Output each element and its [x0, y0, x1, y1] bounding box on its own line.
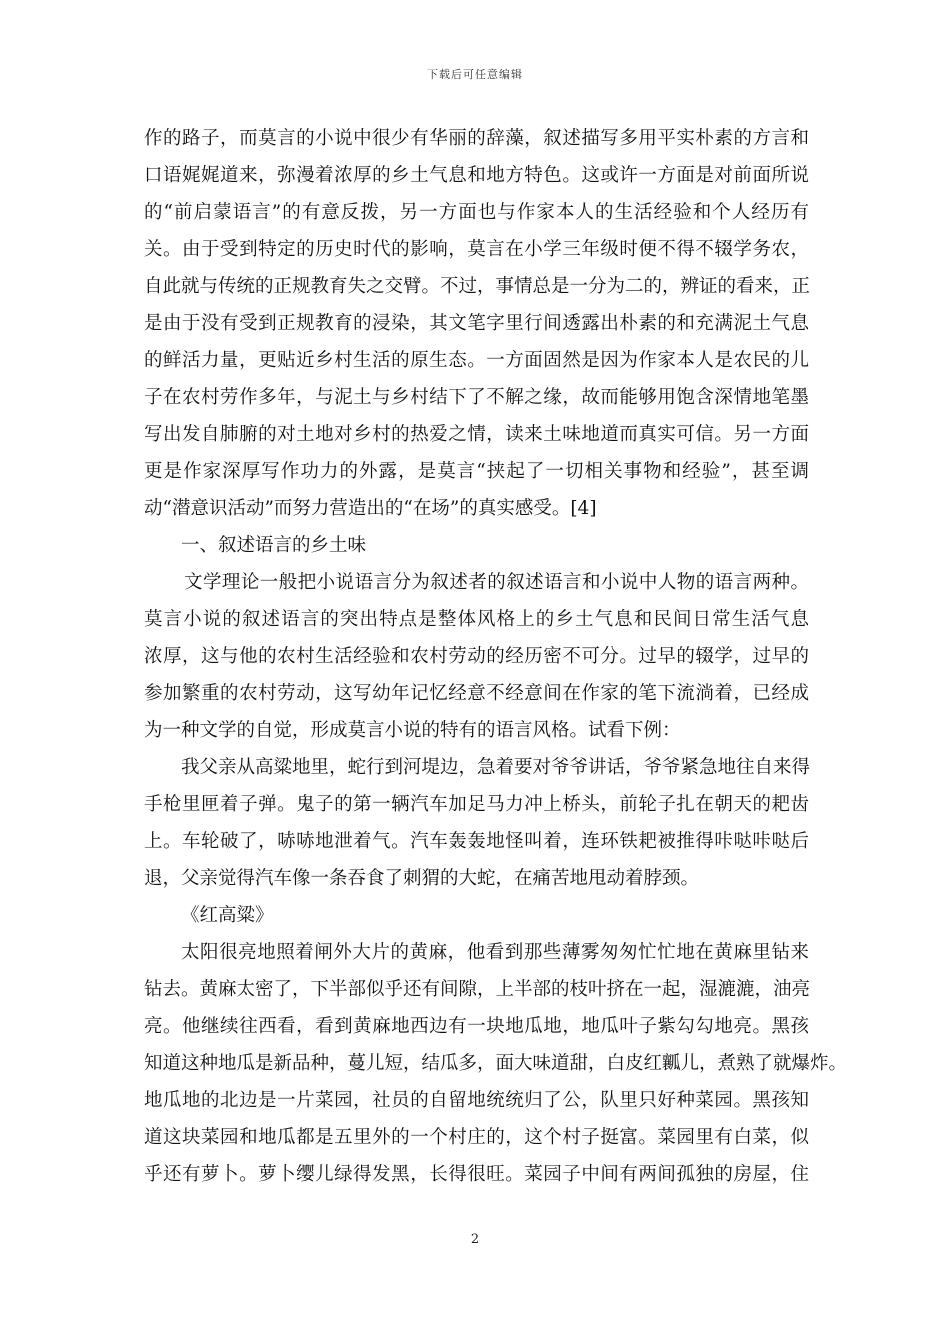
document-body	[144, 120, 848, 1193]
text-line: 亮。他继续往西看，看到黄麻地西边有一块地瓜地，地瓜叶子紫勾勾地亮。黑孩	[144, 1016, 809, 1037]
paragraph	[144, 120, 809, 527]
block-quote	[144, 749, 809, 897]
text-line: 退，父亲觉得汽车像一条吞食了刺猬的大蛇，在痛苦地甩动着脖颈。	[144, 868, 700, 889]
text-line: 自此就与传统的正规教育失之交臂。不过，事情总是一分为二的，辨证的看来，正	[144, 276, 811, 297]
text-line: 太阳很亮地照着闸外大片的黄麻，他看到那些薄雾匆匆忙忙地在黄麻里钻来	[181, 942, 809, 963]
text-line: 钻去。黄麻太密了，下半部似乎还有间隙，上半部的枝叶挤在一起，湿漉漉，油亮	[144, 979, 811, 1000]
text-line: 道这块菜园和地瓜都是五里外的一个村庄的，这个村子挺富。菜园里有白菜，似	[144, 1127, 809, 1148]
text-line: 作的路子，而莫言的小说中很少有华丽的辞藻，叙述描写多用平实朴素的方言和	[144, 128, 809, 149]
text-line: 的鲜活力量，更贴近乡村生活的原生态。一方面固然是因为作家本人是农民的儿	[144, 350, 809, 371]
text-line: 参加繁重的农村劳动，这写幼年记忆经意不经意间在作家的笔下流淌着，已经成	[144, 683, 809, 704]
text-line: 口语娓娓道来，弥漫着浓厚的乡土气息和地方特色。这或许一方面是对前面所说	[144, 165, 809, 186]
page-header-note: 下载后可任意编辑	[427, 68, 523, 81]
text-line: 更是作家深厚写作功力的外露，是莫言“挟起了一切相关事物和经验”，甚至调	[144, 461, 809, 482]
section-heading: 一、叙述语言的乡土味	[181, 535, 367, 556]
text-line: 地瓜地的北边是一片菜园，社员的自留地统统归了公，队里只好种菜园。黑孩知	[144, 1090, 809, 1111]
block-quote	[144, 934, 848, 1193]
text-line: 为一种文学的自觉，形成莫言小说的特有的语言风格。试看下例：	[144, 720, 681, 741]
text-line: 乎还有萝卜。萝卜缨儿绿得发黑，长得很旺。菜园子中间有两间孤独的房屋，住	[144, 1164, 809, 1185]
text-line: 手枪里匣着子弹。鬼子的第一辆汽车加足马力冲上桥头，前轮子扎在朝天的耙齿	[144, 794, 809, 815]
text-line: 浓厚，这与他的农村生活经验和农村劳动的经历密不可分。过早的辍学，过早的	[144, 646, 809, 667]
text-line: 关。由于受到特定的历史时代的影响，莫言在小学三年级时便不得不辍学务农，	[144, 239, 809, 260]
text-line: 文学理论一般把小说语言分为叙述者的叙述语言和小说中人物的语言两种。	[184, 572, 809, 593]
text-line: 写出发自肺腑的对土地对乡村的热爱之情，读来土味地道而真实可信。另一方面	[144, 424, 809, 445]
text-line: 是由于没有受到正规教育的浸染，其文笔字里行间透露出朴素的和充满泥土气息	[144, 313, 809, 334]
page-number: 2	[470, 1232, 480, 1247]
text-line: 的“前启蒙语言”的有意反拨，另一方面也与作家本人的生活经验和个人经历有	[144, 202, 809, 223]
quote-source: 《红高粱》	[181, 905, 274, 926]
text-line: 知道这种地瓜是新品种，蔓儿短，结瓜多，面大味道甜，白皮红瓤儿，煮熟了就爆炸。	[144, 1053, 848, 1074]
text-line: 莫言小说的叙述语言的突出特点是整体风格上的乡土气息和民间日常生活气息	[144, 609, 809, 630]
text-line: 我父亲从高粱地里，蛇行到河堤边，急着要对爷爷讲话，爷爷紧急地往自来得	[181, 757, 811, 778]
text-line: 子在农村劳作多年，与泥土与乡村结下了不解之缘，故而能够用饱含深情地笔墨	[144, 387, 809, 408]
paragraph	[144, 564, 809, 749]
text-line: 上。车轮破了，哧哧地泄着气。汽车轰轰地怪叫着，连环铁耙被推得咔哒咔哒后	[144, 831, 809, 852]
text-line: 动“潜意识活动”而努力营造出的“在场”的真实感受。[4]	[144, 498, 597, 519]
